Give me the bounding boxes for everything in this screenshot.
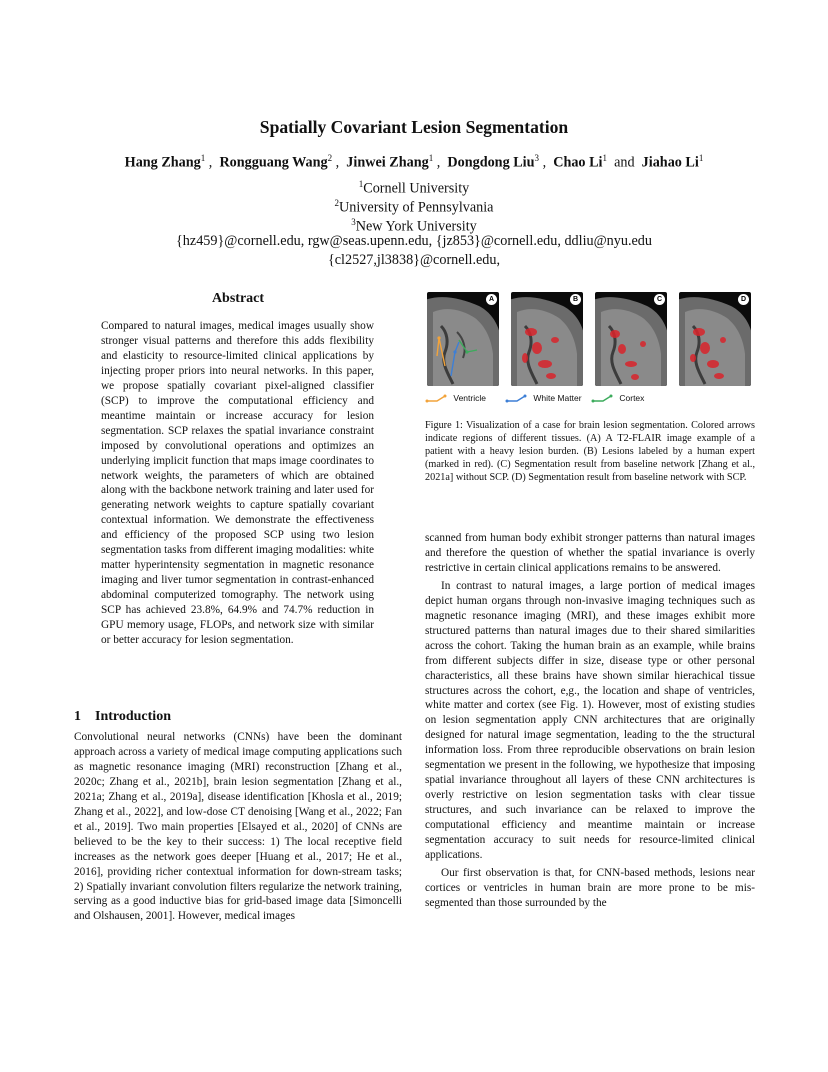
legend-white-matter — [505, 393, 582, 403]
author-aff: 1 — [698, 153, 704, 163]
affiliation-name: Cornell University — [363, 180, 470, 197]
ventricle-arrow-icon — [425, 394, 451, 403]
cortex-arrow-icon — [591, 394, 617, 403]
legend-label: White Matter — [533, 393, 582, 403]
legend-cortex — [591, 393, 644, 403]
intro-paragraph: Our first observation is that, for CNN-based methods, lesions near cortices or ventricles in human brain are more prone to be mis-segmented than those surrounded by the — [425, 866, 755, 909]
author-name: Chao Li — [553, 154, 603, 171]
mri-panel-a — [427, 292, 499, 386]
author-aff: 1 — [200, 153, 206, 163]
figure-caption: Figure 1: Visualization of a case for brain lesion segmentation. Colored arrows indicate regions of different tissues. (A) A T2-FLAIR image example of a patient with a heavy lesion burden. (B) Lesions labeled by a human expert (marked in red). (C) Segmentation result from baseline network [Zhang et al., 2021a] without SCP. (D) Segmentation result from baseline network with SCP. — [425, 420, 755, 483]
mri-panel-b — [511, 292, 583, 386]
abstract-heading: Abstract — [211, 291, 265, 306]
legend-label: Cortex — [619, 393, 645, 403]
abstract-paragraph: Compared to natural images, medical images usually show stronger visual patterns and therefore this adds flexibility and elasticity to resource-limited clinical applications by injecting proper priors into neural networks. In this paper, we propose spatially covariant pixel-aligned classifier (SCP) to improve the computational efficiency and meantime maintain or increase accuracy for lesion segmentation. SCP relaxes the spatial invariance constraint imposed by convolutional operations and optimizes an underlying implicit function that maps image coordinates to network weights, the parameters of which are obtained along with the backbone network training and later used for generating network weights to capture spatially covariant contextual information. We demonstrate the effectiveness and efficiency of the proposed SCP using two lesion segmentation tasks from different imaging modalities: white matter hyperintensity segmentation in magnetic resonance imaging and liver tumor segmentation in contrast-enhanced abdominal computerized tomography. The network using SCP has achieved 23.8%, 64.9% and 74.7% reduction in GPU memory usage, FLOPs, and network size with similar or better accuracy for lesion segmentation. — [101, 320, 374, 647]
author-name: Jinwei Zhang — [346, 154, 429, 171]
section-number: 1 — [74, 709, 81, 724]
panel-label: B — [570, 294, 581, 305]
intro-paragraph: Convolutional neural networks (CNNs) have been the dominant approach across a variety of medical image computing applications such as magnetic resonance imaging (MRI) reconstruction [Zhang et al., 2020c; Zhang et al., 2021b], brain lesion segmentation [Zhang et al., 2021a; Zhang et al., 2019a], disease identification [Khosla et al., 2019; Zhang et al., 2022], and low-dose CT denoising [Wang et al., 2022; Fan et al., 2019]. Two main properties [Elsayed et al., 2020] of CNNs are believed to be the key to their success: 1) The local receptive field increases as the network goes deeper [Huang et al., 2017; He et al., 2016], providing richer contextual information for down-stream tasks; 2) Spatially invariant convolution filters regularize the network training, serving as a good inductive bias for grid-based image data [Simoncelli and Olshausen, 2001]. However, medical images — [74, 731, 402, 923]
intro-paragraph: In contrast to natural images, a large portion of medical images depict human organs through non-invasive imaging techniques such as magnetic resonance imaging (MRI), and these images exhibit more structured patterns than natural images due to their shared similarities across the cohort. Taking the human brain as an example, while brains from different subjects differ in size, disease type or other personal characteristics, all these brains have shown similar hierachical tissue structures across the cohort, e,g., the location and shape of ventricles, white matter and cortex (see Fig. 1). However, most of existing studies on lesion segmentation apply CNN architectures that are originally designed for natural image segmentation, leading to the the structural information loss. From three reproducible observations on brain lesion segmentation we present in the following, we hypothesize that imposing spatial invariance throughout all layers of these CNN architectures is overly restrictive on lesion segmentation tasks with clear tissue structures, and such invariance can be relaxed to improve the computational efficiency and meantime maintain or increase segmentation accuracy to suit needs for resource-limited clinical applications. — [425, 579, 755, 862]
affiliation-number: 2 — [334, 198, 340, 208]
panel-label: C — [654, 294, 665, 305]
author-aff: 1 — [602, 153, 607, 163]
panel-label: D — [738, 294, 749, 305]
affiliation-name: University of Pennsylvania — [339, 199, 494, 216]
intro-right-column — [425, 531, 755, 911]
author-conjunction: and — [614, 154, 635, 171]
affiliation-number: 3 — [351, 217, 356, 227]
affiliation-name: New York University — [355, 218, 477, 235]
white-matter-arrow-icon — [505, 394, 531, 403]
mri-panel-d — [679, 292, 751, 386]
author-name: Hang Zhang — [124, 154, 201, 171]
author-aff: 3 — [534, 153, 540, 163]
intro-paragraph: scanned from human body exhibit stronger patterns than natural images and therefore the question of whether the spatial invariance is overly restrictive in certain clinical applications remains to be answered. — [425, 532, 755, 574]
figure-1 — [425, 292, 755, 412]
section-title: Introduction — [95, 709, 171, 724]
legend-ventricle — [425, 393, 486, 403]
author-name: Rongguang Wang — [219, 154, 328, 171]
author-name: Dongdong Liu — [447, 154, 535, 171]
abstract-text — [101, 319, 374, 648]
email-line: {hz459}@cornell.edu, rgw@seas.upenn.edu, {jz853}@cornell.edu, ddliu@nyu.edu — [176, 233, 652, 249]
email-line: {cl2527,jl3838}@cornell.edu, — [327, 252, 501, 268]
intro-left-column — [74, 730, 402, 924]
author-aff: 1 — [428, 153, 434, 163]
author-aff: 2 — [327, 153, 333, 163]
paper-title: Spatially Covariant Lesion Segmentation — [259, 117, 569, 137]
panel-label: A — [486, 294, 497, 305]
affiliation-number: 1 — [358, 179, 364, 189]
author-name: Jiahao Li — [641, 154, 699, 171]
arxiv-stamp — [8, 292, 52, 782]
author-list: Hang Zhang$^1$ , Rongguang Wang$^2$ , Jinwei Zhang$^1$ , Dongdong Liu$^3$ , Chao Li$^1$ and Jiahao Li$^1$ — [124, 153, 704, 171]
legend-label: Ventricle — [453, 393, 486, 403]
mri-panel-c — [595, 292, 667, 386]
section-heading — [74, 709, 402, 725]
